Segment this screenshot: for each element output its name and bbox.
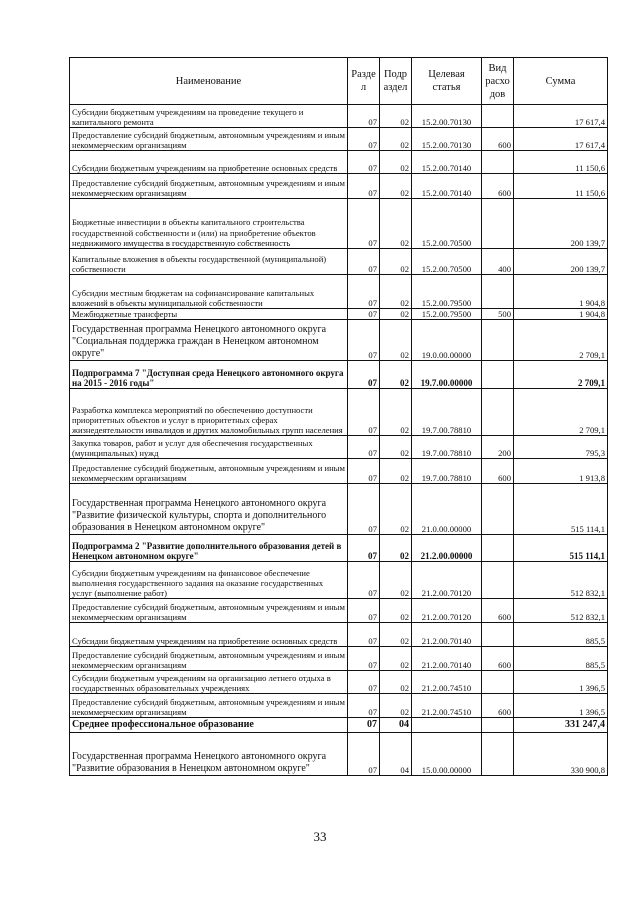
header-sum: Сумма: [514, 58, 608, 105]
table-row: [70, 128, 608, 151]
cell-target: 21.2.00.00000: [412, 535, 482, 562]
cell-vid: [482, 320, 514, 361]
cell-sum: 200 139,7: [514, 199, 608, 249]
cell-vid: [482, 562, 514, 599]
cell-name: Предоставление субсидий бюджетным, автономным учреждениям и иным некоммерческим организациям: [70, 459, 348, 484]
cell-vid: 600: [482, 459, 514, 484]
cell-podrazdel: 02: [380, 459, 412, 484]
cell-name: Субсидии местным бюджетам на софинансирование капитальных вложений в объекты муниципальной собственности: [70, 275, 348, 309]
table-row: [70, 199, 608, 249]
cell-podrazdel: 02: [380, 174, 412, 199]
table-row: [70, 320, 608, 361]
cell-sum: 515 114,1: [514, 484, 608, 535]
header-name: Наименование: [70, 58, 348, 105]
cell-name: Подпрограмма 7 "Доступная среда Ненецкого автономного округа на 2015 - 2016 годы": [70, 361, 348, 389]
cell-vid: 600: [482, 174, 514, 199]
cell-podrazdel: 02: [380, 105, 412, 128]
cell-vid: 600: [482, 599, 514, 623]
cell-razdel: 07: [348, 599, 380, 623]
cell-target: 19.7.00.00000: [412, 361, 482, 389]
cell-vid: 200: [482, 436, 514, 459]
table-row: [70, 535, 608, 562]
cell-sum: 1 396,5: [514, 694, 608, 718]
cell-razdel: 07: [348, 389, 380, 436]
cell-podrazdel: 02: [380, 199, 412, 249]
cell-vid: [482, 671, 514, 694]
cell-sum: 11 150,6: [514, 174, 608, 199]
cell-podrazdel: 04: [380, 733, 412, 776]
cell-razdel: 07: [348, 105, 380, 128]
cell-razdel: 07: [348, 562, 380, 599]
table-row: [70, 361, 608, 389]
cell-podrazdel: 02: [380, 671, 412, 694]
cell-razdel: 07: [348, 718, 380, 733]
cell-vid: [482, 535, 514, 562]
cell-podrazdel: 02: [380, 436, 412, 459]
cell-sum: 2 709,1: [514, 389, 608, 436]
cell-vid: 500: [482, 309, 514, 320]
cell-podrazdel: 02: [380, 623, 412, 647]
cell-razdel: 07: [348, 151, 380, 174]
cell-vid: [482, 623, 514, 647]
cell-target: 21.2.00.74510: [412, 671, 482, 694]
cell-name: Капитальные вложения в объекты государственной (муниципальной) собственности: [70, 249, 348, 275]
cell-name: Бюджетные инвестиции в объекты капитального строительства государственной собственности и (или) на приобретение объектов недвижимого имущества в государственную собственность: [70, 199, 348, 249]
cell-target: 15.2.00.70130: [412, 105, 482, 128]
cell-name: Подпрограмма 2 "Развитие дополнительного образования детей в Ненецком автономном округе": [70, 535, 348, 562]
cell-podrazdel: 02: [380, 389, 412, 436]
cell-razdel: 07: [348, 309, 380, 320]
cell-podrazdel: 02: [380, 275, 412, 309]
cell-razdel: 07: [348, 459, 380, 484]
cell-target: 21.2.00.70140: [412, 623, 482, 647]
table-row: [70, 623, 608, 647]
table-row: [70, 309, 608, 320]
cell-razdel: 07: [348, 535, 380, 562]
table-row: [70, 275, 608, 309]
header-vid: Вид расхо дов: [482, 58, 514, 105]
cell-razdel: 07: [348, 671, 380, 694]
cell-sum: 1 904,8: [514, 309, 608, 320]
cell-sum: 330 900,8: [514, 733, 608, 776]
cell-razdel: 07: [348, 733, 380, 776]
table-row: [70, 562, 608, 599]
cell-name: Субсидии бюджетным учреждениям на приобретение основных средств: [70, 151, 348, 174]
cell-vid: [482, 718, 514, 733]
cell-sum: 11 150,6: [514, 151, 608, 174]
cell-sum: 1 904,8: [514, 275, 608, 309]
cell-razdel: 07: [348, 320, 380, 361]
cell-razdel: 07: [348, 128, 380, 151]
table-row: [70, 671, 608, 694]
cell-target: 21.0.00.00000: [412, 484, 482, 535]
table-row: [70, 694, 608, 718]
cell-podrazdel: 02: [380, 484, 412, 535]
cell-podrazdel: 02: [380, 694, 412, 718]
cell-razdel: 07: [348, 436, 380, 459]
cell-podrazdel: 02: [380, 647, 412, 671]
cell-name: Государственная программа Ненецкого автономного округа "Развитие физической культуры, спорта и дополнительного образования в Ненецком автономном округе": [70, 484, 348, 535]
cell-sum: 1 396,5: [514, 671, 608, 694]
cell-target: 15.2.00.70500: [412, 249, 482, 275]
cell-vid: 400: [482, 249, 514, 275]
cell-target: 15.2.00.79500: [412, 275, 482, 309]
cell-vid: [482, 389, 514, 436]
cell-name: Предоставление субсидий бюджетным, автономным учреждениям и иным некоммерческим организациям: [70, 599, 348, 623]
cell-razdel: 07: [348, 484, 380, 535]
cell-podrazdel: 02: [380, 599, 412, 623]
cell-sum: 512 832,1: [514, 562, 608, 599]
cell-name: Среднее профессиональное образование: [70, 718, 348, 733]
cell-razdel: 07: [348, 694, 380, 718]
cell-vid: [482, 151, 514, 174]
page-number: 33: [313, 829, 327, 844]
cell-sum: 1 913,8: [514, 459, 608, 484]
cell-sum: 512 832,1: [514, 599, 608, 623]
cell-podrazdel: 02: [380, 361, 412, 389]
cell-sum: 795,3: [514, 436, 608, 459]
cell-target: 19.7.00.78810: [412, 389, 482, 436]
header-target: Целевая статья: [412, 58, 482, 105]
table-row: [70, 718, 608, 733]
cell-vid: 600: [482, 647, 514, 671]
cell-target: 21.2.00.70120: [412, 599, 482, 623]
cell-sum: 17 617,4: [514, 128, 608, 151]
table-row: [70, 151, 608, 174]
cell-podrazdel: 02: [380, 320, 412, 361]
cell-podrazdel: 02: [380, 128, 412, 151]
cell-sum: 2 709,1: [514, 320, 608, 361]
cell-razdel: 07: [348, 199, 380, 249]
cell-name: Субсидии бюджетным учреждениям на финансовое обеспечение выполнения государственного задания на оказание государственных услуг (выполнение работ): [70, 562, 348, 599]
cell-target: 15.2.00.70140: [412, 151, 482, 174]
cell-target: 15.2.00.79500: [412, 309, 482, 320]
cell-target: 19.0.00.00000: [412, 320, 482, 361]
cell-name: Разработка комплекса мероприятий по обеспечению доступности приоритетных объектов и услуг в приоритетных сферах жизнедеятельности инвалидов и других маломобильных групп населения: [70, 389, 348, 436]
cell-sum: 331 247,4: [514, 718, 608, 733]
cell-target: [412, 718, 482, 733]
table-row: [70, 459, 608, 484]
cell-target: 19.7.00.78810: [412, 436, 482, 459]
cell-name: Предоставление субсидий бюджетным, автономным учреждениям и иным некоммерческим организациям: [70, 647, 348, 671]
table-row: [70, 249, 608, 275]
cell-vid: [482, 361, 514, 389]
table-row: [70, 733, 608, 776]
cell-target: 15.2.00.70140: [412, 174, 482, 199]
header-razdel: Разде л: [348, 58, 380, 105]
cell-vid: 600: [482, 694, 514, 718]
cell-name: Предоставление субсидий бюджетным, автономным учреждениям и иным некоммерческим организациям: [70, 128, 348, 151]
cell-vid: [482, 275, 514, 309]
cell-sum: 2 709,1: [514, 361, 608, 389]
cell-name: Предоставление субсидий бюджетным, автономным учреждениям и иным некоммерческим организациям: [70, 174, 348, 199]
cell-sum: 515 114,1: [514, 535, 608, 562]
table-header-row: [70, 58, 608, 105]
cell-razdel: 07: [348, 623, 380, 647]
cell-podrazdel: 04: [380, 718, 412, 733]
cell-razdel: 07: [348, 361, 380, 389]
cell-podrazdel: 02: [380, 249, 412, 275]
cell-podrazdel: 02: [380, 535, 412, 562]
cell-vid: 600: [482, 128, 514, 151]
budget-table: [69, 57, 608, 776]
cell-vid: [482, 105, 514, 128]
header-podrazdel: Подр аздел: [380, 58, 412, 105]
cell-name: Закупка товаров, работ и услуг для обеспечения государственных (муниципальных) нужд: [70, 436, 348, 459]
table-body: [70, 105, 608, 776]
cell-target: 21.2.00.70140: [412, 647, 482, 671]
cell-target: 15.0.00.00000: [412, 733, 482, 776]
cell-sum: 885,5: [514, 647, 608, 671]
cell-sum: 200 139,7: [514, 249, 608, 275]
cell-target: 21.2.00.70120: [412, 562, 482, 599]
table-row: [70, 436, 608, 459]
cell-sum: 17 617,4: [514, 105, 608, 128]
cell-vid: [482, 733, 514, 776]
cell-sum: 885,5: [514, 623, 608, 647]
cell-target: 15.2.00.70130: [412, 128, 482, 151]
cell-podrazdel: 02: [380, 562, 412, 599]
cell-razdel: 07: [348, 647, 380, 671]
table-row: [70, 647, 608, 671]
table-row: [70, 174, 608, 199]
cell-target: 21.2.00.74510: [412, 694, 482, 718]
cell-vid: [482, 199, 514, 249]
cell-target: 15.2.00.70500: [412, 199, 482, 249]
cell-name: Субсидии бюджетным учреждениям на проведение текущего и капитального ремонта: [70, 105, 348, 128]
cell-razdel: 07: [348, 174, 380, 199]
cell-name: Государственная программа Ненецкого автономного округа "Социальная поддержка граждан в Ненецком автономном округе": [70, 320, 348, 361]
table-row: [70, 105, 608, 128]
cell-podrazdel: 02: [380, 309, 412, 320]
cell-podrazdel: 02: [380, 151, 412, 174]
cell-razdel: 07: [348, 275, 380, 309]
cell-name: Государственная программа Ненецкого автономного округа "Развитие образования в Ненецком автономном округе": [70, 733, 348, 776]
cell-name: Межбюджетные трансферты: [70, 309, 348, 320]
cell-vid: [482, 484, 514, 535]
cell-name: Субсидии бюджетным учреждениям на организацию летнего отдыха в государственных образовательных учреждениях: [70, 671, 348, 694]
cell-razdel: 07: [348, 249, 380, 275]
cell-target: 19.7.00.78810: [412, 459, 482, 484]
cell-name: Предоставление субсидий бюджетным, автономным учреждениям и иным некоммерческим организациям: [70, 694, 348, 718]
cell-name: Субсидии бюджетным учреждениям на приобретение основных средств: [70, 623, 348, 647]
table-row: [70, 389, 608, 436]
table-row: [70, 599, 608, 623]
table-row: [70, 484, 608, 535]
